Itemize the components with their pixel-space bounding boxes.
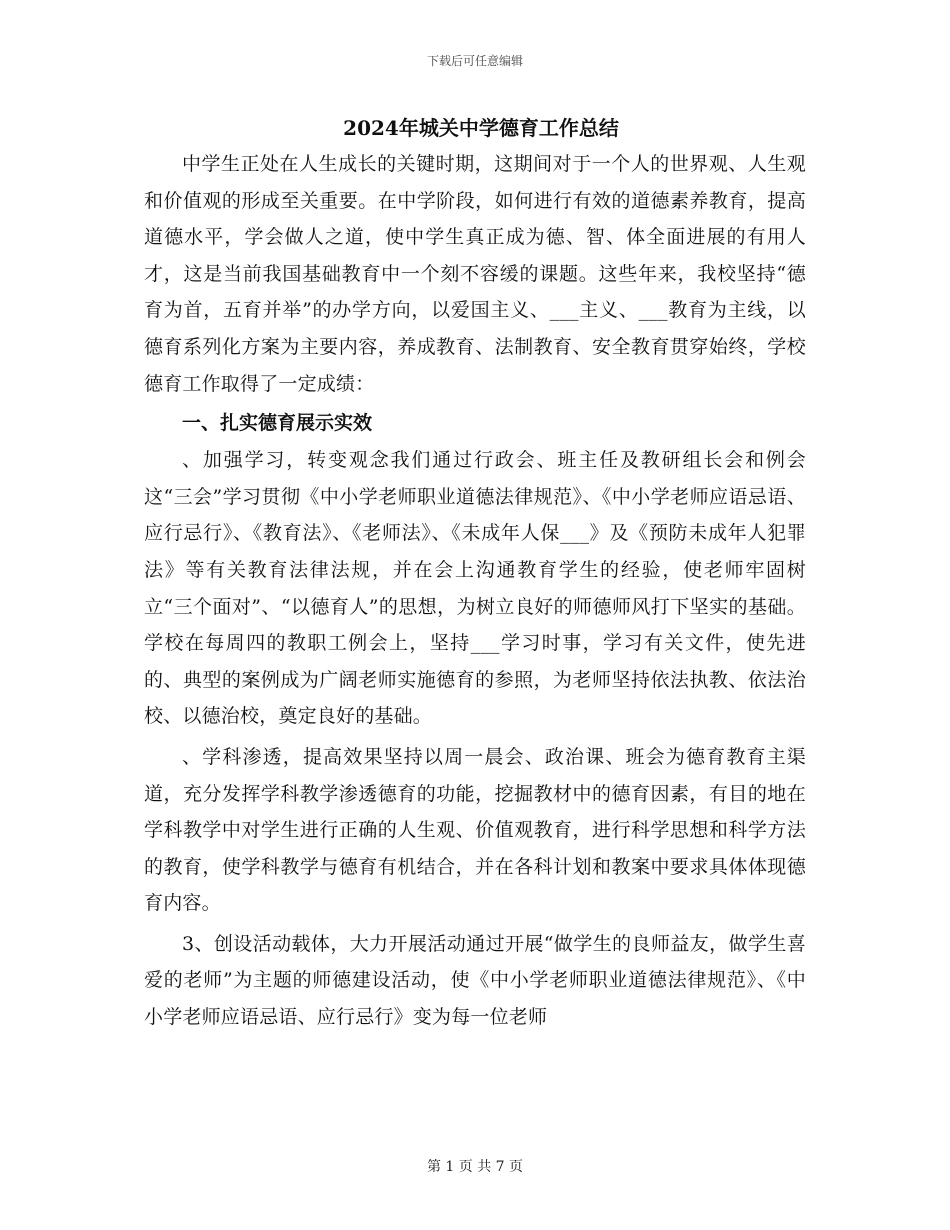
paragraph-subject: 、学科渗透，提高效果坚持以周一晨会、政治课、班会为德育教育主渠道，充分发挥学科教学渗透德育的功能，挖掘教材中的德育因素，有目的地在学科教学中对学生进行正确的人生观、价值观教育，进行科学思想和科学方法的教育，使学科教学与德育有机结合，并在各科计划和教案中要求具体体现德育内容。 — [144, 745, 806, 915]
section-heading: 一、扎实德育展示实效 — [182, 412, 373, 435]
intro-paragraph: 中学生正处在人生成长的关键时期，这期间对于一个人的世界观、人生观和价值观的形成至关重要。在中学阶段，如何进行有效的道德素养教育，提高道德水平，学会做人之道，使中学生真正成为德、智、体全面进展的有用人才，这是当前我国基础教育中一个刻不容缓的课题。这些年来，我校坚持“德育为首，五育并举”的办学方向，以爱国主义、___主义、___教育为主线，以德育系列化方案为主要内容，养成教育、法制教育、安全教育贯穿始终，学校德育工作取得了一定成绩： — [144, 153, 806, 395]
paragraph-activities: 3、创设活动载体，大力开展活动通过开展“做学生的良师益友，做学生喜爱的老师”为主题的师德建设活动，使《中小学老师职业道德法律规范》、《中小学老师应语忌语、应行忌行》变为每一位老师 — [144, 932, 806, 1029]
document-title: 2024年城关中学德育工作总结 — [343, 116, 619, 140]
page-header: 下载后可任意编辑 — [426, 54, 523, 68]
page-number: 第 1 页 共 7 页 — [426, 1159, 524, 1175]
document-body — [144, 112, 806, 1036]
paragraph-study: 、加强学习，转变观念我们通过行政会、班主任及教研组长会和例会这“三会”学习贯彻《中小学老师职业道德法律规范》、《中小学老师应语忌语、应行忌行》、《教育法》、《老师法》、《未成年人保___》及《预防未成年人犯罪法》等有关教育法律法规，并在会上沟通教育学生的经验，使老师牢固树立“三个面对”、“以德育人”的思想，为树立良好的师德师风打下坚实的基础。学校在每周四的教职工例会上，坚持___学习时事，学习有关文件，使先进的、典型的案例成为广阔老师实施德育的参照，为老师坚持依法执教、依法治校、以德治校，奠定良好的基础。 — [144, 449, 806, 728]
